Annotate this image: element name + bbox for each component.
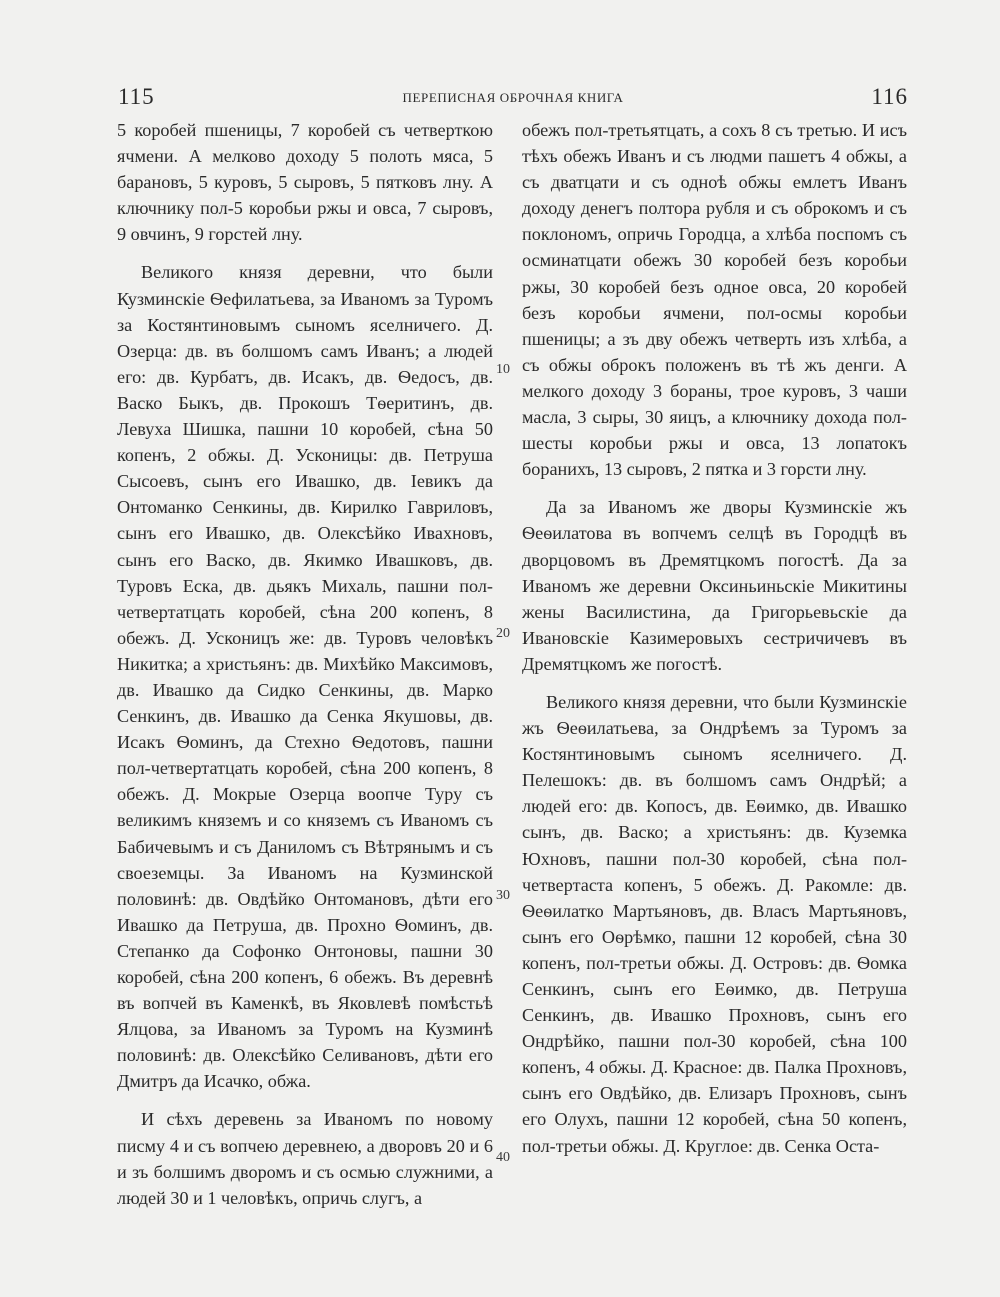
paragraph: Да за Иваномъ же дворы Кузминскіе жъ Ѳеѳилатова въ вопчемъ селцѣ въ Городцѣ въ дворцовомъ въ Дремятцкомъ погостѣ. Да за Иваномъ же деревни Оксиньиньскіе Микитины жены Василистина, да Григорьевьскіе да Ивановскіе Казимеровыхъ сестричичевъ въ Дремятцкомъ же погостѣ.: [522, 497, 907, 674]
page-number-left: 115: [118, 84, 155, 109]
page-number-right: 116: [871, 84, 908, 109]
line-number: 40: [496, 1150, 510, 1165]
line-number: 20: [496, 626, 510, 641]
running-title: ПЕРЕПИСНАЯ ОБРОЧНАЯ КНИГА: [402, 90, 624, 105]
page-header: [118, 84, 908, 114]
paragraph: И сѣхъ деревень за Иваномъ по новому писму 4 и съ вопчею деревнею, а дворовъ 20 и 6 и зъ болшимъ дворомъ и съ осмью служними, а людей 30 и 1 человѣкъ, опричь слугъ, а: [117, 1109, 493, 1208]
line-number: 10: [496, 362, 510, 377]
paragraph: Великого князя деревни, что были Кузминскіе Ѳефилатьева, за Иваномъ за Туромъ за Костянтиновымъ сыномъ яселничего. Д. Озерца: дв. въ болшомъ самъ Иванъ; а людей его: дв. Курбатъ, дв. Исакъ, дв. Ѳедосъ, дв. Васко Быкъ, дв. Прокошъ Тѳеритинъ, дв. Левуха Шишка, пашни 10 коробей, сѣна 50 копенъ, 2 обжы. Д. Усконицы: дв. Петруша Сысоевъ, сынъ его Ивашко, дв. Іевикъ да Онтоманко Сенкины, дв. Кирилко Гавриловъ, сынъ его Ивашко, дв. Олексѣйко Ивахновъ, сынъ его Васко, дв. Якимко Ивашковъ, дв. Туровъ Еска, дв. дьякъ Михаль, пашни пол-четвертатцать коробей, сѣна 200 копенъ, 8 обежъ. Д. Усконицъ же: дв. Туровъ человѣкъ Никитка; а христьянъ: дв. Михѣйко Максимовъ, дв. Ивашко да Сидко Сенкины, дв. Марко Сенкинъ, дв. Ивашко да Сенка Якушовы, дв. Исакъ Ѳоминъ, да Стехно Ѳедотовъ, пашни пол-четвертатцать коробей, сѣна 200 копенъ, 8 обежъ. Д. Мокрые Озерца воопче Туру съ великимъ княземъ и со княземъ съ Иваномъ съ Бабичевымъ и съ Даниломъ съ Вѣтрянымъ и съ своеземцы. За Иваномъ на Кузминской половинѣ: дв. Овдѣйко Онтомановъ, дѣти его Ивашко да Петруша, дв. Прохно Ѳоминъ, дв. Степанко да Софонко Онтоновы, пашни 30 коробей, сѣна 200 копенъ, 6 обежъ. Въ деревнѣ въ вопчей въ Каменкѣ, въ Яковлевѣ помѣстьѣ Ялцова, за Иваномъ за Туромъ на Кузминѣ половинѣ: дв. Олексѣйко Селивановъ, дѣти его Дмитръ да Исачко, обжа.: [117, 262, 493, 1092]
paragraph: обежъ пол-третьятцать, а сохъ 8 съ третью. И исъ тѣхъ обежъ Иванъ и съ людми пашетъ 4 обжы, а съ дватцати и съ одноѣ обжы емлетъ Иванъ доходу денегъ полтора рубля и съ оброкомъ и съ поклономъ, опричь Городца, а хлѣба поспомъ съ осминатцати обежъ 30 коробей безъ коробьи ржы, 30 коробей безъ одное овса, 20 коробей безъ коробьи ячмени, пол-осмы коробьи пшеницы; а зъ дву обежъ четверть изъ хлѣба, а съ обжы оброкъ положенъ въ тѣ жъ денги. А мелкого доходу 3 бораны, трое куровъ, 3 чаши масла, 3 сыры, 30 яицъ, а ключнику дохода пол-шесты коробьи ржы и овса, 13 лопатокъ боранихъ, 13 сыровъ, 2 пятка и 3 горсти лну.: [522, 120, 907, 480]
paragraph: Великого князя деревни, что были Кузминскіе жъ Ѳеѳилатьева, за Ондрѣемъ за Туромъ за Костянтиновымъ сыномъ яселничего. Д. Пелешокъ: дв. въ болшомъ самъ Ондрѣй; а людей его: дв. Копосъ, дв. Еѳимко, дв. Ивашко сынъ, дв. Васко; а христьянъ: дв. Куземка Юхновъ, пашни пол-30 коробей, сѣна пол-четвертаста копенъ, 5 обежъ. Д. Ракомле: дв. Ѳеѳилатко Мартьяновъ, дв. Власъ Мартьяновъ, сынъ его Оѳрѣмко, пашни 12 коробей, сѣна 30 копенъ, пол-третьи обжы. Д. Островъ: дв. Ѳомка Сенкинъ, сынъ его Еѳимко, дв. Петруша Сенкинъ, дв. Ивашко Прохновъ, сынъ его Ондрѣйко, пашни пол-30 коробей, сѣна 100 копенъ, 4 обжы. Д. Красное: дв. Палка Прохновъ, сынъ его Овдѣйко, дв. Елизаръ Прохновъ, сынъ его Олухъ, пашни 12 коробей, сѣна 50 копенъ, пол-третьи обжы. Д. Круглое: дв. Сенка Оста-: [522, 691, 907, 1156]
right-column: [522, 117, 907, 1159]
line-number: 30: [496, 888, 510, 903]
paragraph: 5 коробей пшеницы, 7 коробей съ четверткою ячмени. А мелково доходу 5 полоть мяса, 5 барановъ, 5 куровъ, 5 сыровъ, 5 пятковъ лну. А ключнику пол-5 коробьи ржы и овса, 7 сыровъ, 9 овчинъ, 9 горстей лну.: [117, 120, 493, 245]
left-column: [117, 117, 493, 1211]
